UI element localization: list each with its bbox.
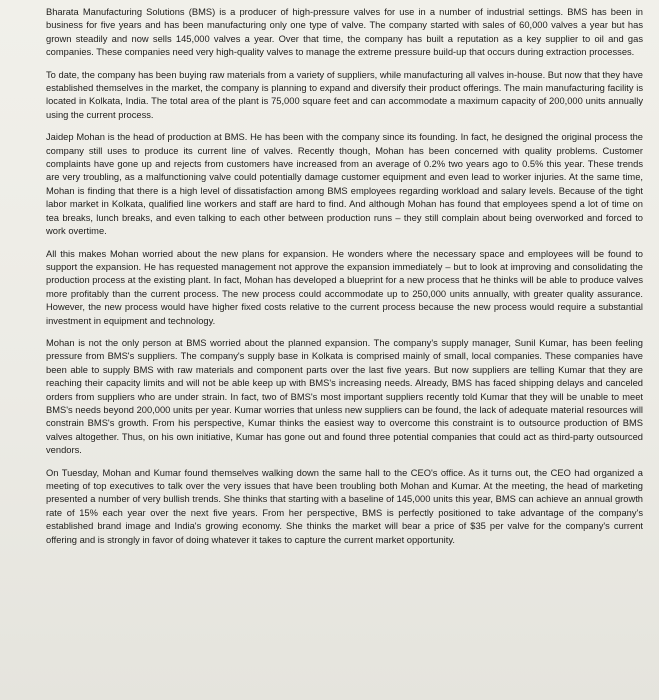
- paragraph-mohan-quality: Jaidep Mohan is the head of production at BMS. He has been with the company since its founding. In fact, he designed the original process the company still uses to produce its current line of valves. Recently though, Mohan has been concerned with quality problems. Customer complaints have gone up and rejects from customers have increased from an average of 0.2% two years ago to 0.5% this year. These trends are very troubling, as a malfunctioning valve could potentially damage customer equipment and even lead to worker injuries. At the same time, Mohan is finding that there is a high level of dissatisfaction among BMS employees regarding workload and salary levels. Because of the tight labor market in Kolkata, qualified line workers and staff are hard to find. And although Mohan has found that employees spend a lot of time on tea breaks, lunch breaks, and even talking to each other between production runs – they still complain about being overworked and forced to work overtime.: [46, 132, 643, 237]
- paragraph-ceo-meeting: On Tuesday, Mohan and Kumar found themselves walking down the same hall to the CEO's office. As it turns out, the CEO had organized a meeting of top executives to talk over the very issues that have been troubling both Mohan and Kumar. At the meeting, the head of marketing presented a number of very bullish trends. She thinks that starting with a baseline of 145,000 units this year, BMS can achieve an annual growth rate of 15% each year over the next five years. From her perspective, BMS is perfectly positioned to take advantage of the company's established brand image and India's growing economy. She thinks the market will bear a price of $35 per valve for the company's current offering and is strongly in favor of doing whatever it takes to capture the current market opportunity.: [46, 467, 643, 545]
- paragraph-mohan-blueprint: All this makes Mohan worried about the new plans for expansion. He wonders where the necessary space and employees will be found to support the expansion. He has requested management not approve the expansion immediately – but to look at improving and consolidating the production process at the existing plant. In fact, Mohan has developed a blueprint for a new process that he thinks will be able to produce valves more profitably than the current process. The new process could accommodate up to 250,000 units annually, with greater quality assurance. However, the new process would have higher fixed costs relative to the current process because the new process would require a substantial investment in equipment and technology.: [46, 248, 643, 326]
- paragraph-kumar-suppliers: Mohan is not the only person at BMS worried about the planned expansion. The company's supply manager, Sunil Kumar, has been feeling pressure from BMS's suppliers. The company's supply base in Kolkata is comprised mainly of small, local companies. These companies have been able to supply BMS with raw materials and component parts over the last five years. But now suppliers are telling Kumar that they are reaching their capacity limits and will not be able keep up with BMS's increasing needs. Already, BMS has faced shipping delays and canceled orders from suppliers who are under strain. In fact, two of BMS's most important suppliers recently told Kumar that they will be unable to meet BMS's needs beyond 200,000 units per year. Kumar worries that unless new suppliers can be found, the lack of adequate material resources will constrain BMS's growth. From his perspective, Kumar thinks the easiest way to overcome this constraint is to outsource production of BMS valves altogether. Thus, on his own initiative, Kumar has gone out and found three potential companies that could act as third-party outsourced vendors.: [46, 337, 644, 456]
- paragraph-expansion-plans: To date, the company has been buying raw materials from a variety of suppliers, while manufacturing all valves in-house. But now that they have established themselves in the market, the company is planning to expand and diversify their product offerings. The main manufacturing facility is located in Kolkata, India. The total area of the plant is 75,000 square feet and can accommodate a maximum capacity of 200,000 units annually using the current process.: [46, 69, 643, 120]
- paragraph-company-overview: Bharata Manufacturing Solutions (BMS) is a producer of high-pressure valves for use in a number of industrial settings. BMS has been in business for five years and has been manufacturing only one type of valve. The company started with sales of 60,000 valves a year but has grown steadily and now sells 145,000 valves a year. Over that time, the company has built a reputation as a key supplier to oil and gas companies. These companies need very high-quality valves to manage the extreme pressure build-up that occurs during extraction processes.: [46, 7, 643, 58]
